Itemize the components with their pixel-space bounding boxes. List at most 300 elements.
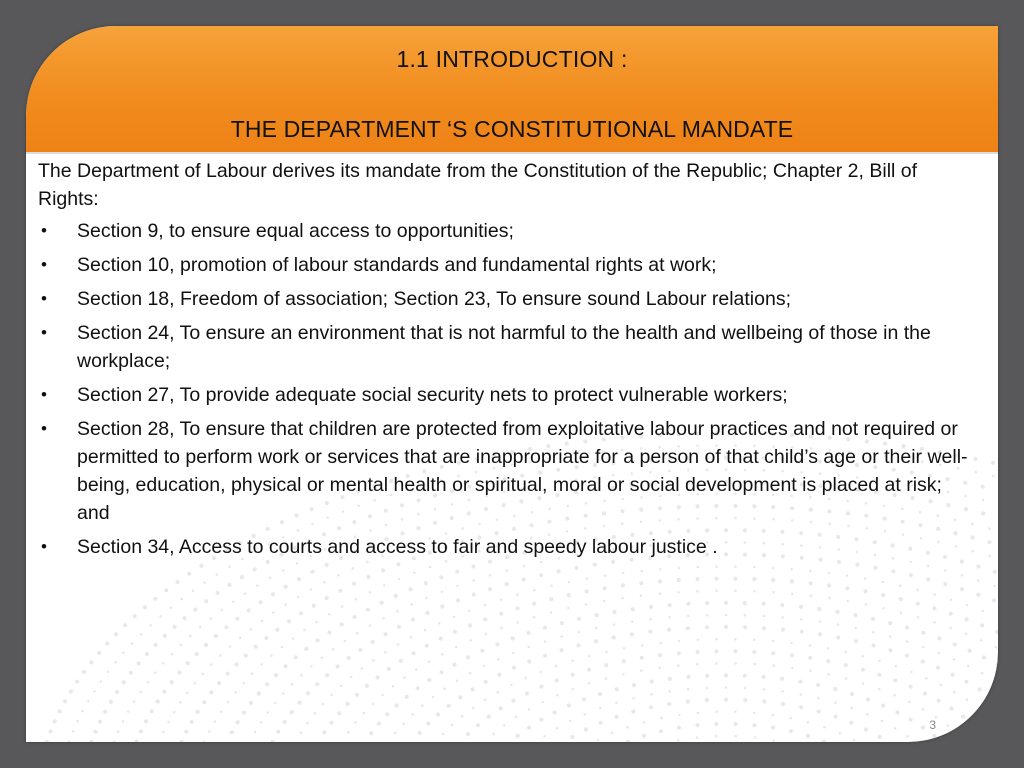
decorative-dot (862, 682, 865, 685)
decorative-dot (910, 671, 913, 674)
decorative-dot (515, 606, 519, 610)
decorative-dot (421, 704, 424, 707)
decorative-dot (961, 715, 965, 719)
list-item (38, 533, 978, 561)
decorative-dot (976, 593, 980, 597)
decorative-dot (193, 608, 197, 612)
decorative-dot (170, 680, 174, 684)
decorative-dot (696, 650, 700, 654)
decorative-dot (194, 682, 197, 685)
decorative-dot (413, 572, 416, 575)
decorative-dot (743, 601, 747, 605)
decorative-dot (677, 591, 680, 594)
decorative-dot (899, 597, 903, 601)
decorative-dot (337, 574, 340, 577)
decorative-dot (649, 618, 652, 621)
decorative-dot (595, 627, 598, 630)
decorative-dot (299, 611, 303, 615)
decorative-dot (850, 692, 854, 696)
decorative-dot (512, 666, 516, 670)
decorative-dot (411, 651, 415, 655)
decorative-dot (555, 665, 558, 668)
decorative-dot (425, 644, 429, 648)
decorative-dot (150, 709, 154, 713)
decorative-dot (989, 715, 992, 718)
decorative-dot (347, 731, 350, 734)
decorative-dot (595, 613, 599, 617)
decorative-dot (772, 664, 775, 667)
decorative-dot (743, 674, 747, 678)
decorative-dot (881, 704, 885, 708)
decorative-dot (472, 579, 475, 582)
decorative-dot (366, 608, 370, 612)
decorative-dot (724, 625, 728, 629)
decorative-dot (361, 667, 364, 670)
decorative-dot (733, 722, 737, 726)
slide-title: 1.1 INTRODUCTION : (396, 46, 628, 72)
decorative-dot (771, 651, 775, 655)
decorative-dot (442, 733, 445, 736)
decorative-dot (950, 598, 953, 601)
decorative-dot (236, 720, 240, 724)
decorative-dot (790, 653, 794, 657)
decorative-dot (244, 653, 248, 657)
decorative-dot (771, 578, 775, 582)
decorative-dot (706, 614, 709, 617)
decorative-dot (980, 639, 983, 642)
decorative-dot (369, 591, 372, 594)
decorative-dot (826, 659, 830, 663)
decorative-dot (696, 736, 699, 739)
decorative-dot (982, 499, 985, 502)
decorative-dot (162, 662, 165, 665)
decorative-dot (982, 732, 986, 736)
decorative-dot (837, 623, 840, 626)
decorative-dot (800, 630, 804, 634)
decorative-dot (753, 712, 756, 715)
decorative-dot (559, 648, 563, 652)
decorative-dot (725, 614, 728, 617)
decorative-dot (828, 597, 831, 600)
decorative-dot (622, 659, 626, 663)
decorative-dot (506, 569, 509, 572)
decorative-dot (865, 603, 868, 606)
decorative-dot (229, 645, 232, 648)
decorative-dot (993, 585, 996, 588)
decorative-dot (809, 669, 812, 672)
decorative-dot (499, 612, 503, 616)
decorative-dot (697, 639, 700, 642)
decorative-dot (242, 682, 245, 685)
decorative-dot (706, 687, 709, 690)
decorative-dot (678, 714, 681, 717)
decorative-dot (267, 711, 270, 714)
decorative-dot (599, 721, 603, 725)
decorative-dot (891, 569, 895, 573)
decorative-dot (522, 577, 526, 581)
decorative-dot (982, 610, 985, 613)
decorative-dot (743, 625, 747, 629)
decorative-dot (585, 589, 589, 593)
decorative-dot (316, 638, 320, 642)
decorative-dot (159, 615, 162, 618)
decorative-dot (505, 582, 509, 586)
decorative-dot (744, 687, 747, 690)
decorative-dot (328, 613, 331, 616)
decorative-dot (668, 616, 671, 619)
decorative-dot (306, 722, 309, 725)
decorative-dot (932, 734, 936, 738)
decorative-dot (344, 640, 347, 643)
decorative-dot (585, 603, 588, 606)
decorative-dot (836, 635, 840, 639)
decorative-dot (254, 645, 258, 649)
decorative-dot (93, 690, 96, 693)
decorative-dot (611, 732, 614, 735)
decorative-dot (943, 582, 947, 586)
decorative-dot (466, 732, 470, 736)
decorative-dot (190, 720, 194, 724)
decorative-dot (439, 637, 443, 641)
decorative-dot (715, 735, 718, 738)
decorative-dot (631, 620, 634, 623)
decorative-dot (145, 652, 149, 656)
decorative-dot (264, 636, 268, 640)
decorative-dot (133, 614, 137, 618)
decorative-dot (338, 589, 342, 593)
decorative-dot (93, 730, 97, 734)
decorative-dot (154, 671, 157, 674)
decorative-dot (466, 655, 470, 659)
decorative-dot (816, 683, 820, 687)
decorative-dot (705, 698, 709, 702)
decorative-dot (762, 626, 766, 630)
decorative-dot (358, 648, 362, 652)
decorative-dot (555, 678, 559, 682)
decorative-dot (844, 651, 847, 654)
decorative-dot (631, 607, 635, 611)
decorative-dot (953, 691, 956, 694)
decorative-dot (615, 687, 619, 691)
decorative-dot (87, 700, 90, 703)
decorative-dot (560, 635, 563, 638)
decorative-dot (893, 678, 897, 682)
decorative-dot (550, 611, 553, 614)
decorative-dot (525, 691, 529, 695)
decorative-dot (614, 715, 618, 719)
decorative-dot (687, 615, 690, 618)
decorative-dot (864, 577, 867, 580)
decorative-dot (543, 735, 546, 738)
decorative-dot (402, 722, 405, 725)
decorative-dot (714, 722, 718, 726)
decorative-dot (456, 680, 459, 683)
decorative-dot (649, 705, 653, 709)
decorative-dot (714, 577, 718, 581)
decorative-dot (906, 640, 909, 643)
decorative-dot (697, 712, 700, 715)
decorative-dot (567, 704, 571, 708)
decorative-dot (862, 655, 865, 658)
decorative-dot (809, 570, 812, 573)
decorative-dot (668, 690, 671, 693)
decorative-dot (184, 730, 188, 734)
decorative-dot (828, 572, 831, 575)
decorative-dot (439, 670, 443, 674)
decorative-dot (571, 673, 575, 677)
decorative-dot (365, 684, 369, 688)
decorative-dot (129, 671, 133, 675)
decorative-dot (753, 663, 756, 666)
decorative-dot (642, 734, 646, 738)
decorative-dot (845, 677, 848, 680)
decorative-dot (483, 665, 486, 668)
decorative-dot (539, 685, 543, 689)
decorative-dot (791, 592, 794, 595)
decorative-dot (809, 581, 813, 585)
decorative-dot (175, 580, 179, 584)
decorative-dot (455, 570, 459, 574)
decorative-dot (851, 707, 854, 710)
slide (26, 26, 998, 742)
decorative-dot (469, 672, 472, 675)
decorative-dot (384, 651, 387, 654)
decorative-dot (881, 593, 885, 597)
decorative-dot (100, 680, 103, 683)
decorative-dot (909, 718, 913, 722)
decorative-dot (556, 694, 559, 697)
decorative-dot (995, 663, 998, 667)
decorative-dot (272, 611, 275, 614)
decorative-dot (409, 587, 413, 591)
decorative-dot (439, 575, 443, 579)
decorative-dot (189, 635, 192, 638)
decorative-dot (543, 626, 547, 630)
decorative-dot (209, 690, 213, 694)
decorative-dot (497, 673, 501, 677)
decorative-dot (734, 711, 737, 714)
decorative-dot (539, 671, 542, 674)
decorative-dot (254, 731, 257, 734)
decorative-dot (763, 615, 766, 618)
decorative-dot (81, 710, 84, 713)
decorative-dot (939, 684, 942, 687)
decorative-dot (597, 739, 600, 742)
decorative-dot (310, 665, 313, 668)
decorative-dot (668, 603, 672, 607)
decorative-dot (179, 644, 182, 647)
page-number: 3 (929, 718, 936, 732)
decorative-dot (877, 673, 881, 677)
decorative-dot (472, 593, 476, 597)
decorative-dot (781, 690, 784, 693)
decorative-dot (854, 627, 857, 630)
decorative-dot (276, 730, 280, 734)
decorative-dot (167, 721, 170, 724)
decorative-dot (772, 640, 775, 643)
decorative-dot (310, 570, 314, 574)
decorative-dot (456, 598, 460, 602)
decorative-dot (195, 652, 199, 656)
decorative-dot (261, 620, 264, 623)
decorative-dot (806, 734, 810, 738)
decorative-dot (881, 720, 884, 723)
decorative-dot (149, 624, 152, 627)
decorative-dot (170, 653, 173, 656)
decorative-dot (322, 730, 326, 734)
decorative-dot (321, 656, 324, 659)
decorative-dot (483, 617, 487, 621)
decorative-dot (553, 710, 557, 714)
bullet-icon: • (41, 537, 47, 556)
decorative-dot (972, 723, 976, 727)
decorative-dot (351, 567, 354, 570)
decorative-dot (560, 621, 564, 625)
decorative-dot (866, 713, 869, 716)
decorative-dot (375, 675, 379, 679)
decorative-dot (468, 610, 471, 613)
decorative-dot (715, 590, 718, 593)
decorative-dot (640, 570, 643, 573)
decorative-dot (982, 655, 986, 659)
decorative-dot (734, 638, 737, 641)
decorative-dot (762, 602, 766, 606)
decorative-dot (260, 663, 263, 666)
bullet-icon: • (41, 419, 47, 438)
decorative-dot (48, 729, 52, 733)
decorative-dot (686, 699, 690, 703)
decorative-dot (733, 649, 737, 653)
decorative-dot (300, 731, 303, 734)
decorative-dot (599, 707, 602, 710)
decorative-dot (315, 682, 319, 686)
decorative-dot (219, 654, 222, 657)
decorative-dot (827, 673, 830, 676)
decorative-dot (516, 734, 520, 738)
decorative-dot (650, 680, 654, 684)
slide-header (26, 26, 998, 154)
decorative-dot (677, 739, 680, 742)
decorative-dot (686, 626, 690, 630)
decorative-dot (484, 699, 487, 702)
decorative-dot (468, 623, 472, 627)
decorative-dot (845, 586, 849, 590)
bullet-icon: • (41, 323, 47, 342)
decorative-dot (274, 673, 278, 677)
decorative-dot (949, 612, 953, 616)
list-item-text: Section 27, To provide adequate social security nets to protect vulnerable workers; (77, 384, 788, 406)
decorative-dot (381, 694, 384, 697)
decorative-dot (372, 703, 375, 706)
decorative-dot (622, 572, 625, 575)
decorative-dot (203, 581, 206, 584)
decorative-dot (909, 573, 913, 577)
decorative-dot (528, 646, 531, 649)
decorative-dot (98, 720, 102, 724)
decorative-dot (922, 708, 925, 711)
decorative-dot (991, 461, 995, 465)
list-item-text: Section 28, To ensure that children are protected from exploitative labour practices and not required or permitted to perform work or services that are inappropriate for a person of that child’s age or their well-being, education, physical or mental health or spiritual, moral or social development is placed at risk; and (77, 418, 968, 524)
decorative-dot (968, 649, 972, 653)
decorative-dot (965, 617, 969, 621)
decorative-dot (441, 591, 444, 594)
decorative-dot (988, 527, 991, 530)
decorative-dot (615, 701, 618, 704)
decorative-dot (227, 701, 230, 704)
decorative-dot (583, 713, 586, 716)
decorative-dot (603, 600, 606, 603)
decorative-dot (216, 591, 220, 595)
decorative-dot (808, 656, 812, 660)
decorative-dot (981, 511, 985, 515)
decorative-dot (426, 721, 430, 725)
decorative-dot (516, 621, 519, 624)
decorative-dot (63, 699, 67, 703)
decorative-dot (265, 682, 269, 686)
decorative-dot (424, 581, 428, 585)
decorative-dot (994, 680, 997, 683)
decorative-dot (203, 740, 206, 742)
decorative-dot (780, 677, 784, 681)
decorative-dot (180, 740, 184, 742)
decorative-dot (154, 643, 158, 647)
decorative-dot (257, 691, 261, 695)
decorative-dot (274, 702, 277, 705)
decorative-dot (686, 602, 690, 606)
decorative-dot (139, 691, 142, 694)
decorative-dot (500, 627, 503, 630)
decorative-dot (372, 659, 375, 662)
decorative-dot (480, 649, 484, 653)
decorative-dot (598, 692, 602, 696)
decorative-dot (249, 701, 253, 705)
decorative-dot (350, 676, 353, 679)
decorative-dot (922, 646, 925, 649)
decorative-dot (818, 632, 822, 636)
decorative-dot (114, 661, 117, 664)
decorative-dot (621, 583, 625, 587)
decorative-dot (839, 732, 842, 735)
decorative-dot (916, 602, 920, 606)
decorative-dot (75, 680, 79, 684)
decorative-dot (604, 663, 608, 667)
decorative-dot (687, 688, 690, 691)
decorative-dot (588, 682, 591, 685)
decorative-dot (192, 589, 195, 592)
decorative-dot (550, 585, 553, 588)
decorative-dot (872, 631, 875, 634)
decorative-dot (724, 698, 728, 702)
decorative-dot (256, 584, 259, 587)
decorative-dot (290, 710, 294, 714)
decorative-dot (497, 658, 500, 661)
decorative-dot (763, 688, 766, 691)
decorative-dot (543, 654, 547, 658)
decorative-dot (472, 707, 475, 710)
decorative-dot (427, 678, 431, 682)
decorative-dot (980, 623, 984, 627)
decorative-dot (397, 625, 401, 629)
decorative-dot (314, 712, 317, 715)
decorative-dot (817, 607, 821, 611)
decorative-dot (455, 646, 458, 649)
decorative-dot (568, 581, 571, 584)
decorative-dot (789, 717, 792, 720)
decorative-dot (287, 619, 291, 623)
decorative-dot (753, 590, 756, 593)
decorative-dot (632, 697, 635, 700)
decorative-dot (648, 630, 652, 634)
